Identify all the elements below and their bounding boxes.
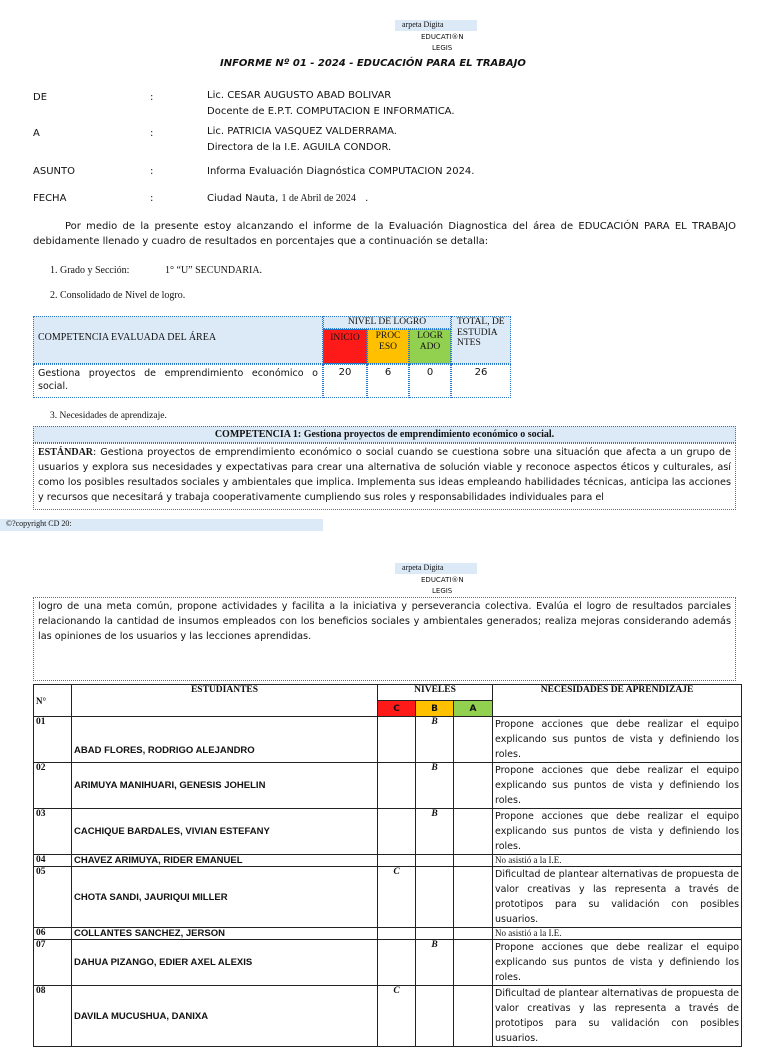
inicio-value: 20: [323, 364, 367, 398]
student-name: CHAVEZ ARIMUYA, RIDER EMANUEL: [72, 855, 378, 867]
memo-de-line2: Docente de E.P.T. COMPUTACION E INFORMATICA.: [207, 106, 455, 117]
total-header: TOTAL, DE ESTUDIA NTES: [451, 316, 511, 364]
logrado-value: 0: [409, 364, 451, 398]
level-b: B: [416, 763, 454, 809]
level-a: [454, 940, 493, 986]
row-number: 05: [34, 867, 72, 928]
student-name: DAHUA PIZANGO, EDIER AXEL ALEXIS: [72, 940, 378, 986]
table-row: [34, 809, 742, 855]
memo-a-line2: Directora de la I.E. AGUILA CONDOR.: [207, 142, 392, 153]
level-b: B: [416, 717, 454, 763]
memo-colon: :: [150, 166, 154, 177]
learning-need: No asistió a la I.E.: [493, 855, 742, 867]
level-c: [378, 763, 416, 809]
estandar-box: [33, 443, 736, 510]
level-c: [378, 855, 416, 867]
header-estudiantes: ESTUDIANTES: [72, 685, 378, 717]
item-1-value: 1° “U” SECUNDARIA.: [165, 265, 263, 276]
proceso-header: PROC ESO: [367, 329, 409, 364]
table-row: [34, 763, 742, 809]
level-a: [454, 855, 493, 867]
level-a: [454, 867, 493, 928]
header-line-3: LEGIS: [432, 44, 453, 52]
row-number: 07: [34, 940, 72, 986]
level-b: [416, 986, 454, 1047]
competencia-1-title: COMPETENCIA 1: Gestiona proyectos de emprendimiento económico o social.: [33, 426, 736, 443]
table-row: [34, 928, 742, 940]
level-c: [378, 717, 416, 763]
header-line-1: arpeta Digita: [402, 20, 444, 29]
level-a: [454, 928, 493, 940]
student-name: ARIMUYA MANIHUARI, GENESIS JOHELIN: [72, 763, 378, 809]
header-line-2: EDUCATI®N: [421, 33, 464, 41]
row-number: 06: [34, 928, 72, 940]
level-b: [416, 867, 454, 928]
logrado-header: LOGR ADO: [409, 329, 451, 364]
report-title: INFORME Nº 01 - 2024 - EDUCACIÓN PARA EL TRABAJO: [220, 58, 526, 69]
learning-need: Dificultad de plantear alternativas de propuesta de valor creativas y las representa a través de prototipos para su validación con posibles usuarios.: [493, 867, 742, 928]
competencia-cell: Gestiona proyectos de emprendimiento económico o social.: [33, 364, 323, 398]
level-b-header: B: [416, 701, 454, 717]
proceso-value: 6: [367, 364, 409, 398]
intro-paragraph: Por medio de la presente estoy alcanzando el informe de la Evaluación Diagnostica del área de EDUCACIÓN PARA EL TRABAJO debidamente llenado y cuadro de resultados en porcentajes que a continuación se detalla:: [33, 221, 736, 247]
memo-a-label: A: [33, 128, 40, 139]
header-line-1: arpeta Digita: [402, 563, 444, 572]
fecha-prefix: Ciudad Nauta,: [207, 193, 279, 204]
fecha-date: 1 de Abril de 2024: [281, 193, 356, 204]
inicio-header: INICIO: [323, 329, 367, 364]
level-a: [454, 763, 493, 809]
item-3-label: 3. Necesidades de aprendizaje.: [50, 411, 167, 421]
table-row: [34, 717, 742, 763]
student-name: COLLANTES SANCHEZ, JERSON: [72, 928, 378, 940]
nivel-header: NIVEL DE LOGRO: [323, 316, 451, 329]
learning-need: Propone acciones que debe realizar el equipo explicando sus puntos de vista y definiendo los roles.: [493, 763, 742, 809]
level-a: [454, 986, 493, 1047]
competencia-header: COMPETENCIA EVALUADA DEL ÁREA: [33, 316, 323, 364]
fecha-end: .: [365, 193, 369, 204]
students-table: [33, 684, 742, 1047]
level-c: [378, 928, 416, 940]
memo-de-label: DE: [33, 92, 48, 103]
total-value: 26: [451, 364, 511, 398]
row-number: 03: [34, 809, 72, 855]
memo-a-line1: Lic. PATRICIA VASQUEZ VALDERRAMA.: [207, 126, 397, 137]
table-row: [34, 986, 742, 1047]
header-num: N°: [34, 685, 72, 717]
estandar-text: : Gestiona proyectos de emprendimiento económico o social cuando se cuestiona sobre una situación que afecta a un grupo de usuarios y explora sus necesidades y expectativas para crear una alternativa de solución viable y reconoce aspectos éticos y culturales, así como los posibles resultados sociales y ambientales que implica. Implementa sus ideas empleando habilidades técnicas, anticipa las acciones y recursos que necesitará y trabaja cooperativamente cumpliendo sus roles y responsabilidades individuales para el: [38, 447, 731, 503]
header-necesidades: NECESIDADES DE APRENDIZAJE: [493, 685, 742, 717]
memo-asunto-label: ASUNTO: [33, 166, 75, 177]
level-b: [416, 855, 454, 867]
learning-need: Propone acciones que debe realizar el equipo explicando sus puntos de vista y definiendo los roles.: [493, 940, 742, 986]
level-c: [378, 940, 416, 986]
level-a: [454, 809, 493, 855]
level-b: B: [416, 809, 454, 855]
level-a-header: A: [454, 701, 493, 717]
level-c: [378, 809, 416, 855]
student-name: CHOTA SANDI, JAURIQUI MILLER: [72, 867, 378, 928]
table-row: [34, 940, 742, 986]
memo-colon: :: [150, 92, 154, 103]
row-number: 04: [34, 855, 72, 867]
memo-fecha-label: FECHA: [33, 193, 67, 204]
table-row: [34, 855, 742, 867]
header-niveles: NIVELES: [378, 685, 493, 701]
student-name: DAVILA MUCUSHUA, DANIXA: [72, 986, 378, 1047]
table-row: [34, 867, 742, 928]
item-1-label: 1. Grado y Sección:: [50, 265, 130, 276]
learning-need: Dificultad de plantear alternativas de propuesta de valor creativas y las representa a través de prototipos para su validación con posibles usuarios.: [493, 986, 742, 1047]
student-name: CACHIQUE BARDALES, VIVIAN ESTEFANY: [72, 809, 378, 855]
memo-de-line1: Lic. CESAR AUGUSTO ABAD BOLIVAR: [207, 90, 392, 101]
memo-colon: :: [150, 193, 154, 204]
level-c-header: C: [378, 701, 416, 717]
level-c: C: [378, 986, 416, 1047]
row-number: 08: [34, 986, 72, 1047]
footer-copyright: ©?copyright CD 20:: [6, 519, 72, 528]
row-number: 01: [34, 717, 72, 763]
level-a: [454, 717, 493, 763]
header-line-3: LEGIS: [432, 587, 453, 595]
memo-asunto-value: Informa Evaluación Diagnóstica COMPUTACION 2024.: [207, 166, 475, 177]
level-b: [416, 928, 454, 940]
student-name: ABAD FLORES, RODRIGO ALEJANDRO: [72, 717, 378, 763]
header-line-2: EDUCATI®N: [421, 576, 464, 584]
learning-need: Propone acciones que debe realizar el equipo explicando sus puntos de vista y definiendo los roles.: [493, 717, 742, 763]
level-c: C: [378, 867, 416, 928]
learning-need: Propone acciones que debe realizar el equipo explicando sus puntos de vista y definiendo los roles.: [493, 809, 742, 855]
estandar-continuation: logro de una meta común, propone actividades y facilita a la iniciativa y perseverancia colectiva. Evalúa el logro de resultados parciales relacionando la cantidad de insumos empleados con los beneficios sociales y ambientales generados; realiza mejoras considerando además las opiniones de los usuarios y las lecciones aprendidas.: [33, 597, 736, 681]
learning-need: No asistió a la I.E.: [493, 928, 742, 940]
memo-fecha: [207, 193, 368, 204]
level-b: B: [416, 940, 454, 986]
estandar-label: ESTÁNDAR: [38, 447, 94, 458]
row-number: 02: [34, 763, 72, 809]
item-2-label: 2. Consolidado de Nivel de logro.: [50, 290, 186, 301]
memo-colon: :: [150, 128, 154, 139]
